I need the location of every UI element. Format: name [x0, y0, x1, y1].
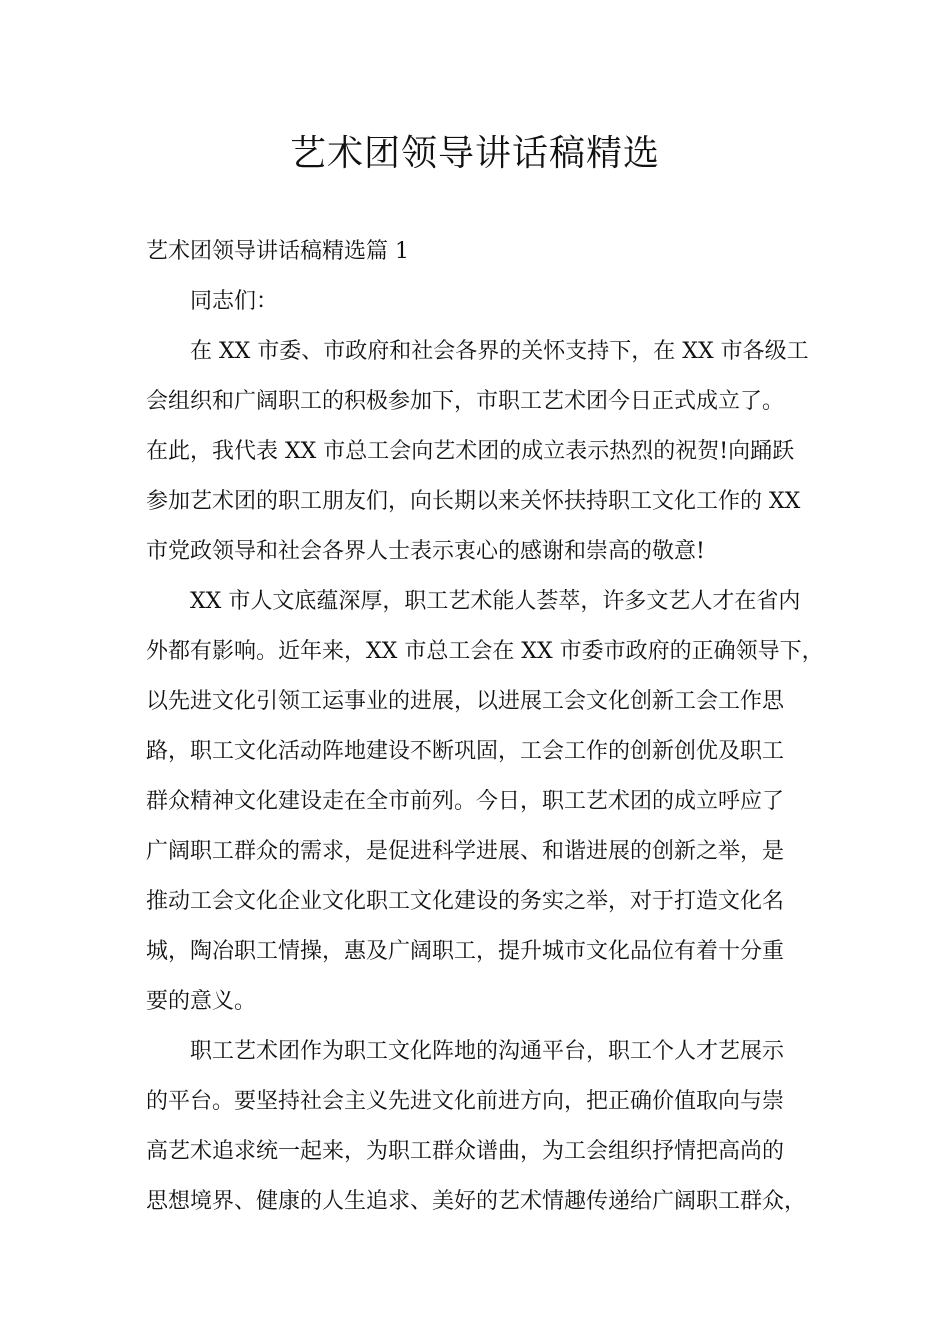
paragraph-3-line-3: 高艺术追求统一起来，为职工群众谱曲，为工会组织抒情把高尚的 — [146, 1139, 785, 1164]
paragraph-3-line-2: 的平台。要坚持社会主义先进文化前进方向，把正确价值取向与崇 — [146, 1089, 785, 1114]
paragraph-1-line-2: 会组织和广阔职工的积极参加下，市职工艺术团今日正式成立了。 — [146, 389, 785, 414]
paragraph-2-line-3: 以先进文化引领工运事业的进展，以进展工会文化创新工会工作思 — [146, 689, 785, 714]
paragraph-1-line-5: 市党政领导和社会各界人士表示衷心的感谢和崇高的敬意! — [146, 539, 705, 564]
paragraph-3-line-1: 职工艺术团作为职工文化阵地的沟通平台，职工个人才艺展示 — [190, 1039, 785, 1064]
paragraph-2-line-6: 广阔职工群众的需求，是促进科学进展、和谐进展的创新之举，是 — [146, 839, 785, 864]
paragraph-1-line-1: 在 XX 市委、市政府和社会各界的关怀支持下，在 XX 市各级工 — [190, 339, 809, 364]
paragraph-2-line-2: 外都有影响。近年来，XX 市总工会在 XX 市委市政府的正确领导下， — [146, 639, 824, 664]
paragraph-2-line-7: 推动工会文化企业文化职工文化建设的务实之举，对于打造文化名 — [146, 889, 785, 914]
paragraph-2-line-9: 要的意义。 — [146, 989, 257, 1014]
paragraph-2-line-5: 群众精神文化建设走在全市前列。今日，职工艺术团的成立呼应了 — [146, 789, 785, 814]
paragraph-2-line-4: 路，职工文化活动阵地建设不断巩固，工会工作的创新创优及职工 — [146, 739, 785, 764]
document-title: 艺术团领导讲话稿精选 — [289, 133, 660, 174]
paragraph-2-line-1: XX 市人文底蕴深厚，职工艺术能人荟萃，许多文艺人才在省内 — [190, 589, 801, 614]
paragraph-3-line-4: 思想境界、健康的人生追求、美好的艺术情趣传递给广阔职工群众， — [146, 1189, 807, 1214]
section-heading: 艺术团领导讲话稿精选篇 1 — [146, 239, 409, 264]
salutation: 同志们： — [190, 289, 279, 314]
paragraph-1-line-4: 参加艺术团的职工朋友们，向长期以来关怀扶持职工文化工作的 XX — [146, 489, 801, 514]
paragraph-1-line-3: 在此，我代表 XX 市总工会向艺术团的成立表示热烈的祝贺!向踊跃 — [146, 439, 795, 464]
paragraph-2-line-8: 城，陶冶职工情操，惠及广阔职工，提升城市文化品位有着十分重 — [146, 939, 785, 964]
